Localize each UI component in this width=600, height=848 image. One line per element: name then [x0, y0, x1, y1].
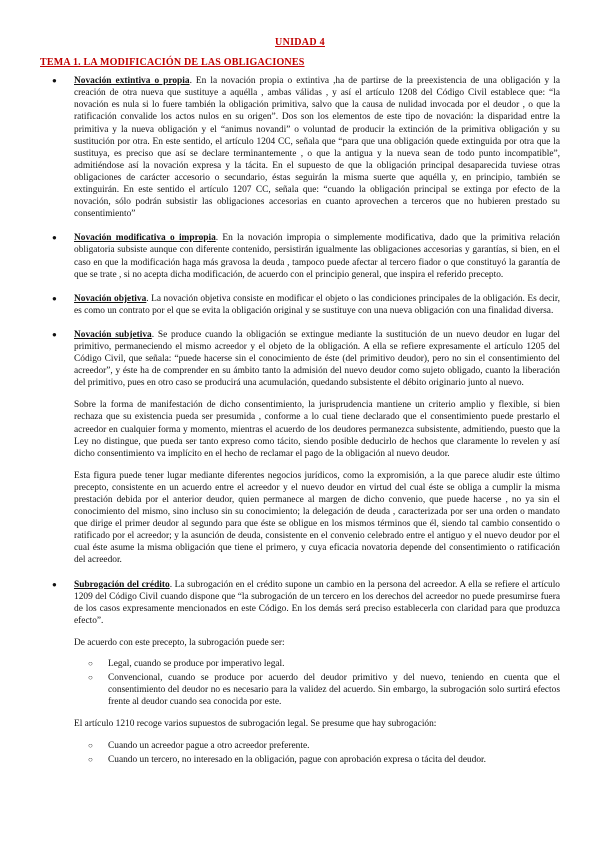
circle-bullet-icon: ○ — [88, 740, 93, 750]
list-item-subrogacion — [40, 579, 560, 627]
bullet-icon: ● — [52, 76, 57, 86]
term-label: Novación objetiva — [74, 293, 147, 304]
bullet-icon: ● — [52, 293, 57, 303]
paragraph-articulo-1210: El artículo 1210 recoge varios supuestos de subrogación legal. Se presume que hay subrogación: — [74, 719, 437, 730]
list-item-novacion-extintiva — [40, 75, 560, 220]
paragraph-subrogacion-intro: De acuerdo con este precepto, la subrogación puede ser: — [74, 637, 285, 648]
sub-list-item — [40, 658, 560, 670]
term-label: Subrogación del crédito — [74, 579, 170, 590]
item-text: . En la novación impropia o simplemente modificativa, dado que la primitiva relación obligatoria subsiste aunque con diferente contenido, persistirán igualmente las obligaciones accesorias y garantías, si bien, en el caso en que la modificación haga más gravosa la deuda , tampoco puede afectar al tercero fiador o que constituyó la garantía de que se trate , si no acepta dicha modificación, de acuerdo con el principio general, que inspira el referido precepto. — [74, 233, 560, 280]
list-item-novacion-subjetiva — [40, 329, 560, 389]
paragraph-consentimiento: Sobre la forma de manifestación de dicho consentimiento, la jurisprudencia mantiene un criterio amplio y flexible, si bien rechaza que su existencia pueda ser presumida , conforme a lo cual tiene declarado que el consentimiento puede prestarlo el acreedor en cualquier forma y momento, mientras el acuerdo de los deudores permanezca subsistente, admitiendo, puesto que la Ley no distingue, que pueda ser tanto expreso como tácito, siendo posible deducirlo de hechos que claramente lo revelen y así dicho consentimiento va implícito en el hecho de reclamar el pago de la obligación al nuevo deudor. — [74, 400, 560, 459]
sub-item-text: Convencional, cuando se produce por acuerdo del deudor primitivo y del nuevo, teniendo en cuenta que el consentimiento del deudor no es necesario para la validez del acuerdo. Sin embargo, la subrogación solo surtirá efectos frente al deudor cuando sea conocida por este. — [108, 673, 560, 708]
item-text: . Se produce cuando la obligación se extingue mediante la sustitución de un nuevo deudor en lugar del primitivo, permaneciendo el mismo acreedor y el objeto de la obligación. A ella se refiere expresamente el artículo 1205 del Código Civil, que señala: “puede hacerse sin el conocimiento de éste (del primitivo deudor), pero no sin el consentimiento del acreedor”, y éste ha de comprender en su ámbito tanto la admisión del nuevo deudor como sujeto obligado, cuanto la liberación del primitivo, pues en otro caso se producirá una acumulación, quedando subsistente el débito originario junto al nuevo. — [74, 329, 560, 389]
unit-title: UNIDAD 4 — [275, 37, 325, 48]
sub-item-text: Cuando un acreedor pague a otro acreedor preferente. — [108, 740, 310, 751]
sub-list-item — [40, 740, 560, 752]
term-label: Novación modificativa o impropia — [74, 233, 216, 244]
term-label: Novación subjetiva — [74, 329, 152, 340]
sub-list-item — [40, 672, 560, 708]
sub-item-text: Cuando un tercero, no interesado en la obligación, pague con aprobación expresa o tácita del deudor. — [108, 754, 486, 765]
circle-bullet-icon: ○ — [88, 754, 93, 764]
item-text: . La subrogación en el crédito supone un cambio en la persona del acreedor. A ella se refiere el artículo 1209 del Código Civil cuando dispone que “la subrogación de un tercero en los derechos del acreedor no puede presumirse fuera de los casos expresamente mencionados en este Código. En los demás será preciso establecerla con claridad para que produzca efecto”. — [74, 579, 560, 626]
sub-item-text: Legal, cuando se produce por imperativo legal. — [108, 659, 285, 670]
item-text: . La novación objetiva consiste en modificar el objeto o las condiciones principales de la obligación. Es decir, es como un contrato por el que se evita la obligación original y se sustituye con una nueva obligación con una finalidad diversa. — [74, 293, 560, 316]
list-item-novacion-modificativa — [40, 232, 560, 280]
sub-list-item — [40, 754, 560, 766]
bullet-icon: ● — [52, 233, 57, 243]
bullet-icon: ● — [52, 579, 57, 589]
topic-title: TEMA 1. LA MODIFICACIÓN DE LAS OBLIGACIONES — [40, 57, 305, 69]
item-text: . En la novación propia o extintiva ,ha de partirse de la preexistencia de una obligación y la creación de otra nueva que sustituye a aquélla , ambas válidas , y así el artículo 1208 del Código Civil establece que: “la novación es nula si lo fuere también la obligación primitiva, salvo que la causa de nulidad invocada por el deudor , o que la ratificación convalide los actos nulos en su origen”. Dos son los elementos de este tipo de novación: la disparidad entre la primitiva y la nueva obligación y el “animus novandi” o voluntad de producir la extinción de la primitiva obligación y su sustitución por otra. En este sentido, el artículo 1204 CC, señala que “para que una obligación quede extinguida por otra que la sustituya, es preciso que así se declare terminantemente , o que la antigua y la nueva sean de todo punto incompatible”, admitiéndose así la novación expresa y la tácita. En el supuesto de que la obligación principal desaparecida tuviese otras obligaciones de carácter accesorio o secundario, éstas seguirán la misma suerte que aquélla y, en principio, también se extinguirán. En este sentido el artículo 1207 CC, señala que: “cuando la obligación principal se extinga por efecto de la novación, sólo podrán subsistir las obligaciones accesorias en cuanto aprovechen a terceros que no hubieren prestado su consentimiento” — [74, 76, 560, 220]
paragraph-negocios-juridicos: Esta figura puede tener lugar mediante diferentes negocios jurídicos, como la expromisión, a la que parece aludir este último precepto, consistente en un acuerdo entre el acreedor y el nuevo deudor en virtud del cual éste se obliga a cumplir la misma prestación debida por el anterior deudor, quien permanece al margen de dicho convenio, que puede hacerse , no ya sin el conocimiento del mismo, sino incluso sin su conocimiento; la delegación de deuda , caracterizada por ser una orden o mandato que dirige el primer deudor al segundo para que éste se obligue en los mismos términos que él, siendo tal cambio consentido o ratificado por el acreedor; y la asunción de deuda, consistente en el convenio celebrado entre el antiguo y el nuevo deudor por el cual éste asume la misma obligación que tiene el primero, y cuya eficacia novatoria depende del consentimiento o ratificación del acreedor. — [74, 470, 560, 566]
circle-bullet-icon: ○ — [88, 659, 93, 669]
circle-bullet-icon: ○ — [88, 673, 93, 683]
list-item-novacion-objetiva — [40, 293, 560, 317]
term-label: Novación extintiva o propia — [74, 76, 190, 87]
bullet-icon: ● — [52, 329, 57, 339]
